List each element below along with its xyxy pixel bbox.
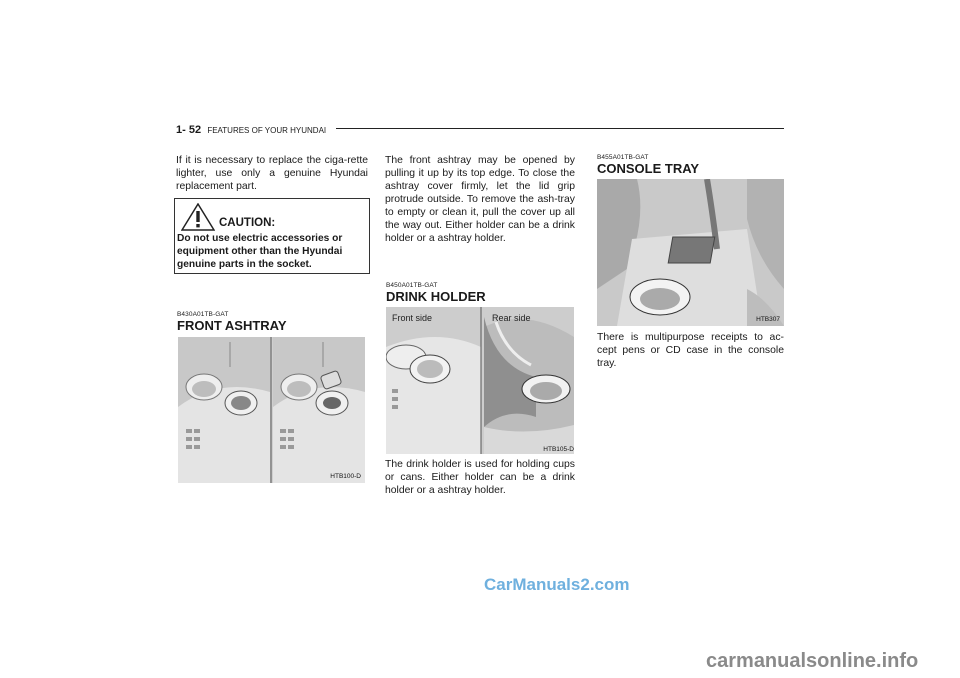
watermark-carmanualsonline: carmanualsonline.info <box>706 650 919 672</box>
console-tray-title: CONSOLE TRAY <box>597 161 700 176</box>
ashtray-illustration <box>178 337 365 483</box>
drink-holder-code: B450A01TB-GAT <box>386 282 438 289</box>
page-number: 1- 52 <box>176 124 202 136</box>
console-tray-code: B455A01TB-GAT <box>597 154 649 161</box>
console-tray-image-code: HTB307 <box>756 316 780 323</box>
console-tray-photo <box>597 179 784 326</box>
drink-holder-image-code: HTB105-D <box>543 446 574 453</box>
drink-holder-photo <box>386 307 574 454</box>
ashtray-title: FRONT ASHTRAY <box>177 318 287 333</box>
ashtray-code: B430A01TB-GAT <box>177 311 229 318</box>
console-tray-description: There is multipurpose receipts to ac-cept pens or CD case in the console tray. <box>597 332 784 369</box>
watermark-carmanuals2: CarManuals2.com <box>484 575 630 594</box>
console-tray-illustration <box>597 179 784 326</box>
section-title: FEATURES OF YOUR HYUNDAI <box>207 126 327 135</box>
ashtray-description: The front ashtray may be opened by pulling it up by its top edge. To close the ashtray cover firmly, let the lid grip protrude outside. To remove the ash-tray to empty or clean it, pull the cover up all the way out. Either holder can be a drink holder or a ashtray holder. <box>385 155 575 244</box>
drink-holder-description: The drink holder is used for holding cups or cans. Either holder can be a drink holder or a ashtray holder. <box>385 459 575 496</box>
lighter-intro-text: If it is necessary to replace the ciga-rette lighter, use only a genuine Hyundai replacement part. <box>176 155 368 192</box>
drink-holder-illustration <box>386 307 574 454</box>
caution-box <box>174 198 370 274</box>
caution-text: Do not use electric accessories or equipment other than the Hyundai genuine parts in the socket. <box>177 233 343 270</box>
caution-heading: CAUTION: <box>219 217 276 229</box>
ashtray-photo <box>178 337 365 483</box>
header-rule <box>336 128 784 129</box>
front-side-label: Front side <box>392 313 433 323</box>
ashtray-image-code: HTB100-D <box>330 473 361 480</box>
warning-icon <box>181 203 215 231</box>
drink-holder-title: DRINK HOLDER <box>386 289 486 304</box>
rear-side-label: Rear side <box>492 313 531 323</box>
page-header <box>176 124 326 136</box>
